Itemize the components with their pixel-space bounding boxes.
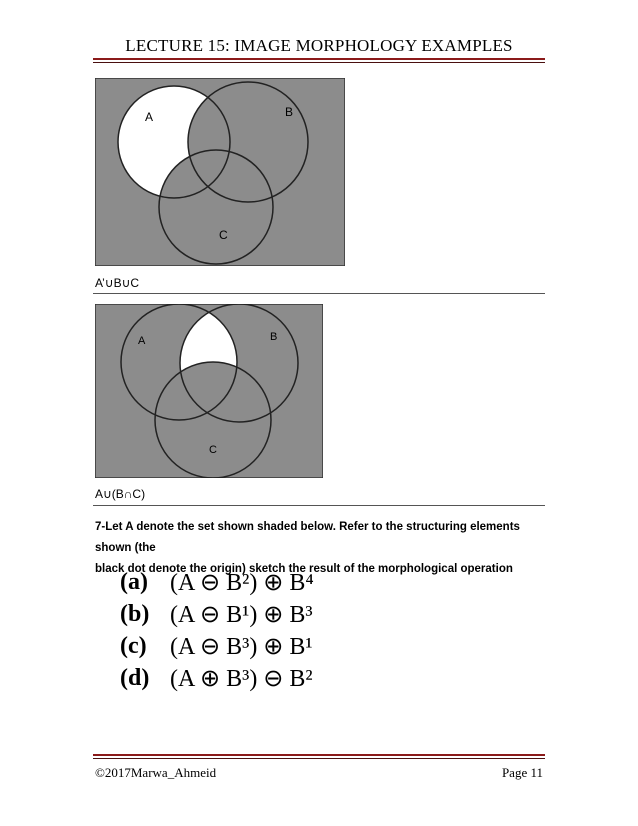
question-line-1: 7-Let A denote the set shown shaded below. Refer to the structuring elements shown (the (95, 521, 520, 554)
operation-c (120, 630, 314, 662)
label-a: A (138, 335, 146, 347)
operation-expression: (A ⊕ B³) ⊖ B² (170, 665, 313, 692)
operation-expression: (A ⊖ B²) ⊕ B⁴ (170, 569, 314, 596)
operation-expression: (A ⊖ B¹) ⊕ B³ (170, 601, 313, 628)
footer-copyright: ©2017Marwa_Ahmeid (95, 765, 217, 780)
venn-diagram-1 (95, 78, 345, 266)
divider (93, 293, 545, 294)
header-rule-thin (93, 62, 545, 63)
figure1-caption: A’∪B∪C (95, 276, 140, 290)
figure2-caption: A∪(B∩C) (95, 487, 146, 501)
operation-label: (d) (120, 664, 150, 691)
page-number: Page 11 (501, 765, 543, 780)
operation-label: (a) (120, 568, 148, 595)
label-b: B (270, 331, 278, 343)
label-c: C (219, 228, 228, 242)
footer-rule (93, 754, 545, 756)
divider (93, 505, 545, 506)
operation-expression: (A ⊖ B³) ⊕ B¹ (170, 633, 313, 660)
page-title: LECTURE 15: IMAGE MORPHOLOGY EXAMPLES (125, 36, 513, 55)
operation-a (120, 566, 314, 598)
question-line-2: black dot denote the origin) sketch the result of the morphological operation (95, 563, 513, 575)
label-c: C (209, 444, 217, 456)
operation-b (120, 598, 314, 630)
operation-label: (c) (120, 632, 147, 659)
operations-list (120, 566, 314, 694)
operation-d (120, 662, 314, 694)
label-b: B (285, 105, 294, 119)
header-rule (93, 58, 545, 60)
venn-diagram-2 (95, 304, 323, 478)
label-a: A (145, 110, 154, 124)
operation-label: (b) (120, 600, 150, 627)
footer-rule-thin (93, 758, 545, 759)
